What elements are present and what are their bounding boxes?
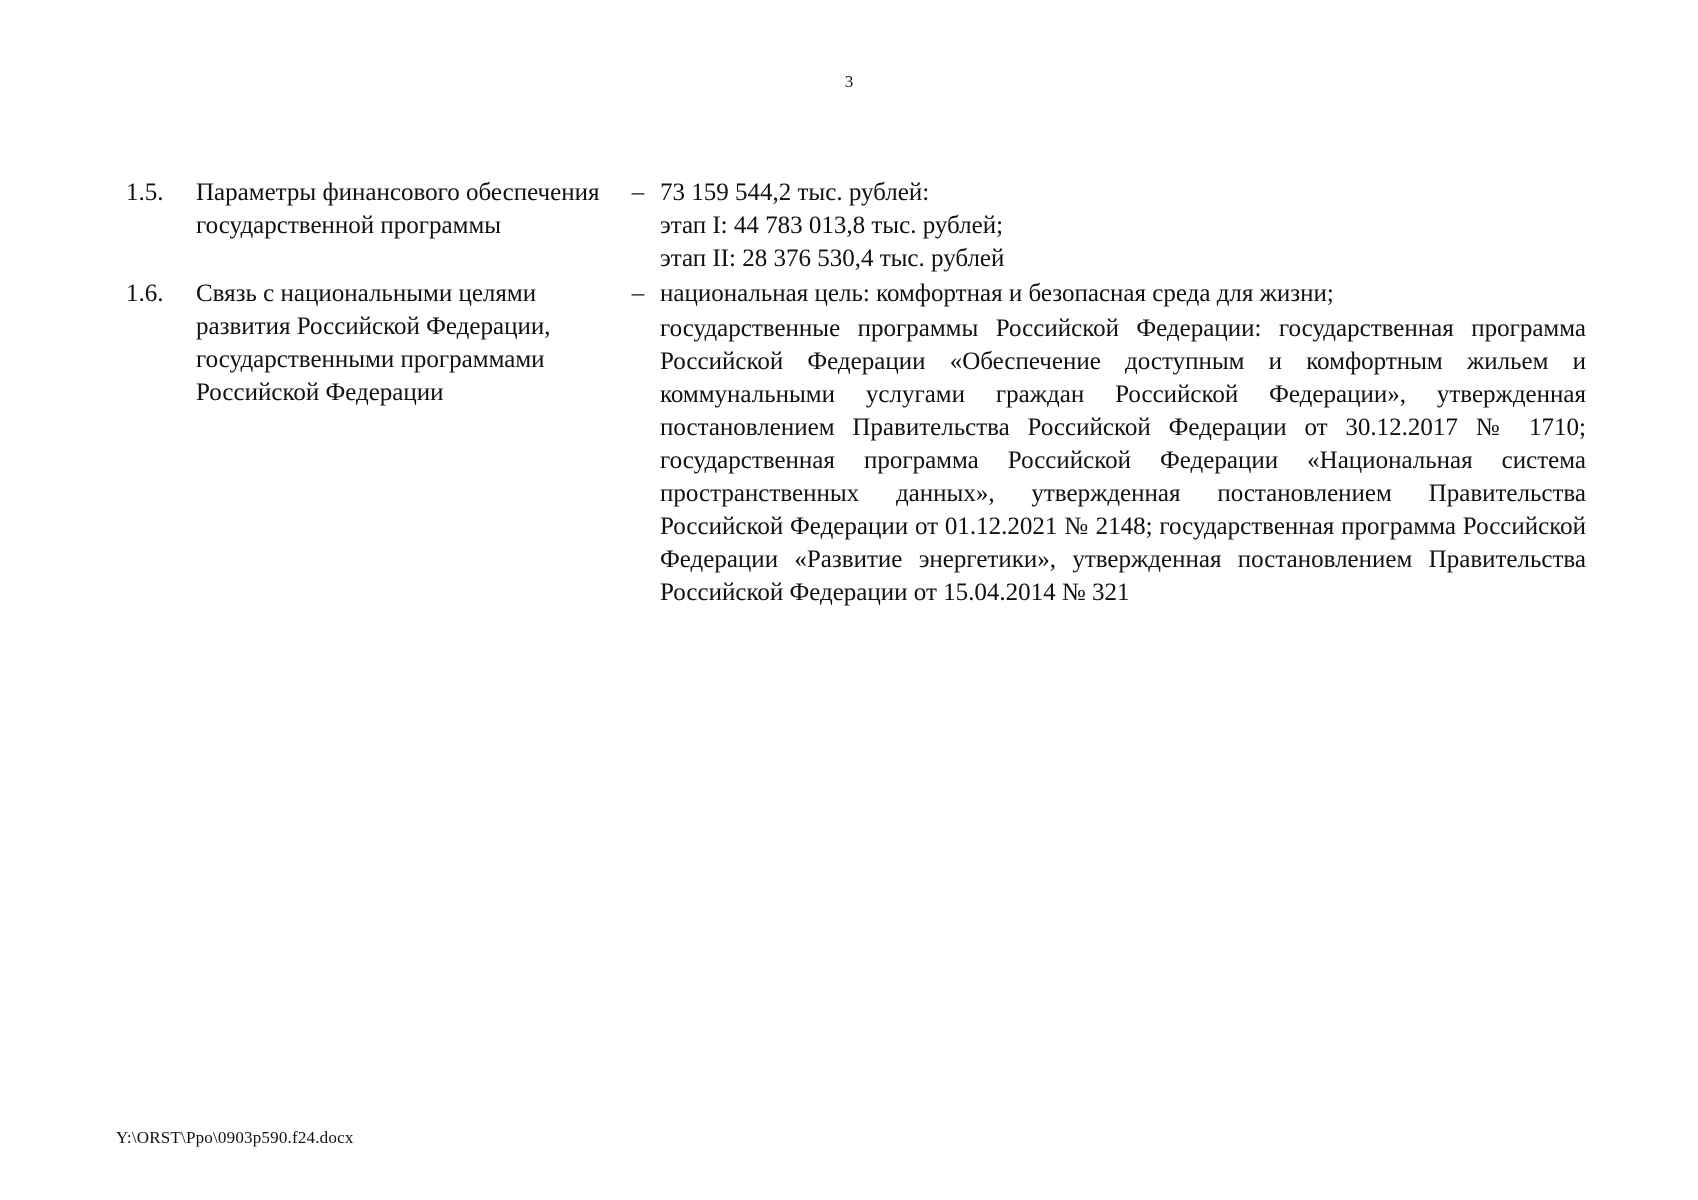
- row-label: Параметры финансового обеспечения государственной программы: [196, 179, 600, 239]
- row-dash: –: [631, 280, 645, 307]
- state-programs-text: государственные программы Российской Федерации: государственная программа Российской Федерации «Обеспечение доступным и комфортным жильем и коммунальными услугами граждан Российской Федерации», утвержденная постановлением Правительства Российской Федерации от 30.12.2017 № 1710; государственная программа Российской Федерации «Национальная система пространственных данных», утвержденная постановлением Правительства Российской Федерации от 01.12.2021 № 2148; государственная программа Российской Федерации «Развитие энергетики», утвержденная постановлением Правительства Российской Федерации от 15.04.2014 № 321: [660, 315, 1586, 606]
- document-file-path: Y:\ORST\Ppo\0903p590.f24.docx: [116, 1128, 354, 1147]
- financing-stage-1: этап I: 44 783 013,8 тыс. рублей;: [660, 212, 1004, 239]
- passport-row-financing: [126, 176, 1586, 275]
- national-goal-text: национальная цель: комфортная и безопасная среда для жизни;: [660, 280, 1334, 307]
- row-value: [660, 277, 1586, 609]
- row-label: Связь с национальными целями развития Российской Федерации, государственными программами Российской Федерации: [196, 280, 551, 406]
- row-value: [660, 176, 1586, 275]
- financing-total: 73 159 544,2 тыс. рублей:: [660, 179, 930, 206]
- row-dash: –: [631, 179, 645, 206]
- page-number: 3: [844, 72, 854, 91]
- row-number: 1.5.: [126, 179, 164, 206]
- passport-row-national-goals: [126, 277, 1586, 609]
- program-passport-table: [126, 176, 1586, 611]
- financing-stage-2: этап II: 28 376 530,4 тыс. рублей: [660, 245, 1005, 272]
- row-number: 1.6.: [126, 280, 164, 307]
